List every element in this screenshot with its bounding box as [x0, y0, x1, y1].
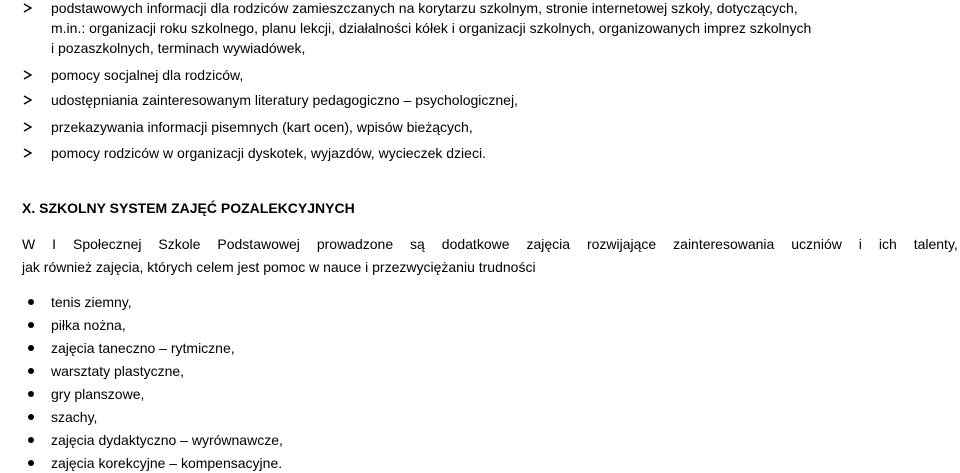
paragraph-word: rozwijające: [586, 236, 657, 252]
paragraph-word: ich: [878, 236, 897, 252]
activity-text: zajęcia dydaktyczno – wyrównawcze,: [51, 432, 283, 448]
bullet-dot-icon: [28, 391, 34, 397]
activity-text: szachy,: [51, 409, 98, 425]
arrow-item-line-1: podstawowych informacji dla rodziców zamieszczanych na korytarzu szkolnym, stronie internetowej szkoły, dotyczących,: [51, 0, 798, 16]
arrow-bullet-icon: [22, 65, 34, 85]
paragraph-word: Społecznej: [72, 236, 142, 252]
paragraph-word: Podstawowej: [217, 236, 300, 252]
bullet-dot-icon: [28, 460, 34, 466]
bullet-dot-icon: [28, 322, 34, 328]
arrow-item-text: udostępniania zainteresowanym literatury pedagogiczno – psychologicznej,: [51, 92, 518, 108]
paragraph-word: zajęcia: [526, 236, 571, 252]
bullet-dot-icon: [28, 368, 34, 374]
arrow-bullet-icon: [22, 117, 34, 137]
bullet-dot-icon: [28, 414, 34, 420]
bullet-dot-icon: [28, 437, 34, 443]
section-heading: X. SZKOLNY SYSTEM ZAJĘĆ POZALEKCYJNYCH: [22, 200, 355, 216]
activity-text: zajęcia taneczno – rytmiczne,: [51, 340, 235, 356]
activity-text: piłka nożna,: [51, 317, 126, 333]
paragraph-word: i: [858, 236, 862, 252]
activity-text: gry planszowe,: [51, 386, 145, 402]
arrow-bullet-icon: [22, 143, 34, 163]
arrow-bullet-icon: [22, 90, 34, 110]
arrow-bullet-icon: [22, 0, 34, 18]
arrow-item-text: pomocy rodziców w organizacji dyskotek, wyjazdów, wycieczek dzieci.: [51, 145, 486, 161]
paragraph-word: są: [410, 236, 425, 252]
paragraph-word: I: [52, 236, 57, 252]
paragraph-line-1: [22, 234, 958, 254]
paragraph-word: uczniów: [791, 236, 842, 252]
paragraph-word: talenty,: [913, 236, 958, 252]
bullet-dot-icon: [28, 345, 34, 351]
activity-text: zajęcia korekcyjne – kompensacyjne.: [51, 455, 283, 471]
paragraph-word: dodatkowe: [441, 236, 510, 252]
arrow-item-text: przekazywania informacji pisemnych (kart ocen), wpisów bieżących,: [51, 119, 473, 135]
arrow-item-line-2: m.in.: organizacji roku szkolnego, planu lekcji, działalności kółek i organizacji szkolnych, organizowanych imprez szkolnych: [51, 20, 812, 36]
paragraph-word: W: [22, 236, 36, 252]
paragraph-word: Szkole: [158, 236, 201, 252]
arrow-item-text: pomocy socjalnej dla rodziców,: [51, 67, 244, 83]
paragraph-line-2: jak również zajęcia, których celem jest pomoc w nauce i przezwyciężaniu trudności: [22, 259, 536, 275]
arrow-item-line-3: i pozaszkolnych, terminach wywiadówek,: [51, 40, 306, 56]
activity-text: warsztaty plastyczne,: [51, 363, 185, 379]
paragraph-word: zainteresowania: [673, 236, 775, 252]
bullet-dot-icon: [28, 299, 34, 305]
activity-text: tenis ziemny,: [51, 294, 132, 310]
paragraph-word: prowadzone: [316, 236, 394, 252]
